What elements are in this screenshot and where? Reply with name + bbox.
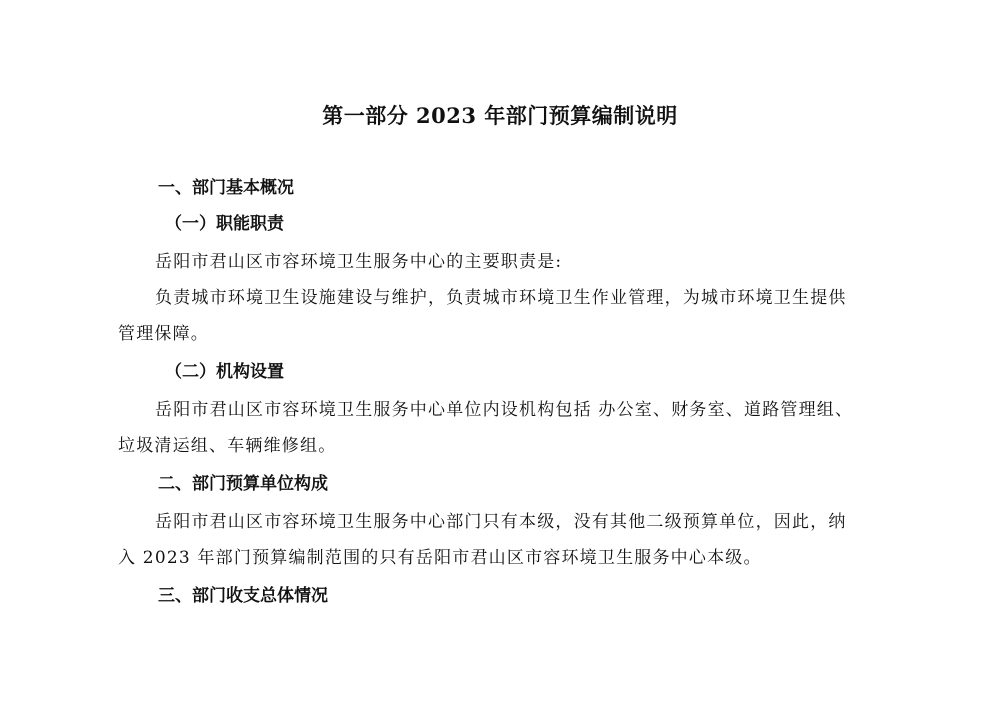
section1-sub1-heading: （一）职能职责 [165,214,284,234]
section1-sub1-paragraph2-line2: 管理保障。 [118,324,209,344]
section1-sub2-heading: （二）机构设置 [165,362,284,382]
section2-heading: 二、部门预算单位构成 [158,474,328,494]
section3-heading: 三、部门收支总体情况 [158,586,328,606]
section2-paragraph1-line2: 入 2023 年部门预算编制范围的只有岳阳市君山区市容环境卫生服务中心本级。 [118,548,762,568]
section1-sub1-paragraph2-line1: 负责城市环境卫生设施建设与维护，负责城市环境卫生作业管理，为城市环境卫生提供 [155,288,847,308]
section1-sub2-paragraph1-line2: 垃圾清运组、车辆维修组。 [118,436,337,456]
page-title: 第一部分 2023 年部门预算编制说明 [322,103,678,128]
section1-heading: 一、部门基本概况 [158,178,294,198]
section1-sub1-paragraph1: 岳阳市君山区市容环境卫生服务中心的主要职责是: [155,252,563,272]
section1-sub2-paragraph1-line1: 岳阳市君山区市容环境卫生服务中心单位内设机构包括 办公室、财务室、道路管理组、 [155,400,854,420]
section2-paragraph1-line1: 岳阳市君山区市容环境卫生服务中心部门只有本级，没有其他二级预算单位，因此，纳 [155,512,847,532]
